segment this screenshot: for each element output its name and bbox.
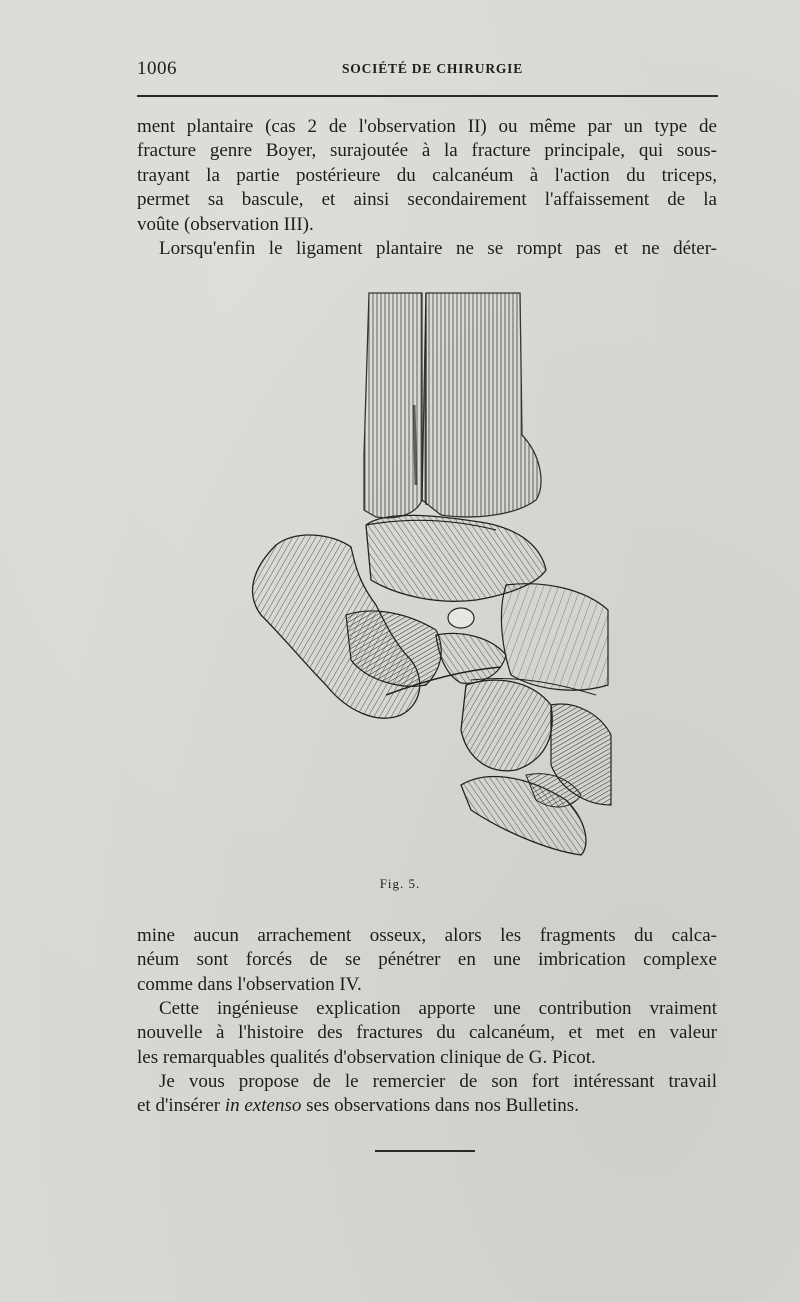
text-line: comme dans l'observation IV. xyxy=(137,973,362,995)
text-line: voûte (observation III). xyxy=(137,213,314,235)
paragraph-5 xyxy=(137,1070,717,1119)
end-rule xyxy=(375,1150,475,1152)
text-segment: et d'insérer xyxy=(137,1095,225,1117)
text-line xyxy=(137,1094,717,1118)
text-line: trayant la partie postérieure du calcanéum à l'action du triceps, xyxy=(137,164,717,186)
paragraph-1 xyxy=(137,115,717,237)
text-line: fracture genre Boyer, surajoutée à la fracture principale, qui sous- xyxy=(137,140,717,162)
text-line: mine aucun arrachement osseux, alors les fragments du calca- xyxy=(137,925,717,946)
bone-engraving xyxy=(236,285,616,860)
figure-ankle-bones-illustration xyxy=(236,285,616,860)
paragraph-3 xyxy=(137,924,717,997)
text-line: nouvelle à l'histoire des fractures du calcanéum, et met en valeur xyxy=(137,1022,717,1044)
text-segment: ses observations dans nos Bulletins. xyxy=(301,1095,579,1117)
header-rule xyxy=(137,95,718,97)
text-line: Cette ingénieuse explication apporte une contribution vraiment xyxy=(159,998,717,1019)
text-line: néum sont forcés de se pénétrer en une imbrication complexe xyxy=(137,949,717,971)
italic-phrase: in extenso xyxy=(224,1095,302,1117)
running-head: SOCIÉTÉ DE CHIRURGIE xyxy=(342,61,524,76)
text-line: permet sa bascule, et ainsi secondairement l'affaissement de la xyxy=(137,189,717,211)
page-number: 1006 xyxy=(137,58,177,79)
paragraph-4 xyxy=(137,997,717,1070)
page-header xyxy=(137,58,717,86)
text-line: ment plantaire (cas 2 de l'observation II) ou même par un type de xyxy=(137,116,717,137)
figure-caption: Fig. 5. xyxy=(379,876,421,891)
text-line: les remarquables qualités d'observation clinique de G. Picot. xyxy=(137,1046,596,1068)
text-line: Je vous propose de le remercier de son fort intéressant travail xyxy=(159,1071,717,1092)
paragraph-2 xyxy=(137,237,717,261)
text-line: Lorsqu'enfin le ligament plantaire ne se rompt pas et ne déter- xyxy=(159,238,717,259)
